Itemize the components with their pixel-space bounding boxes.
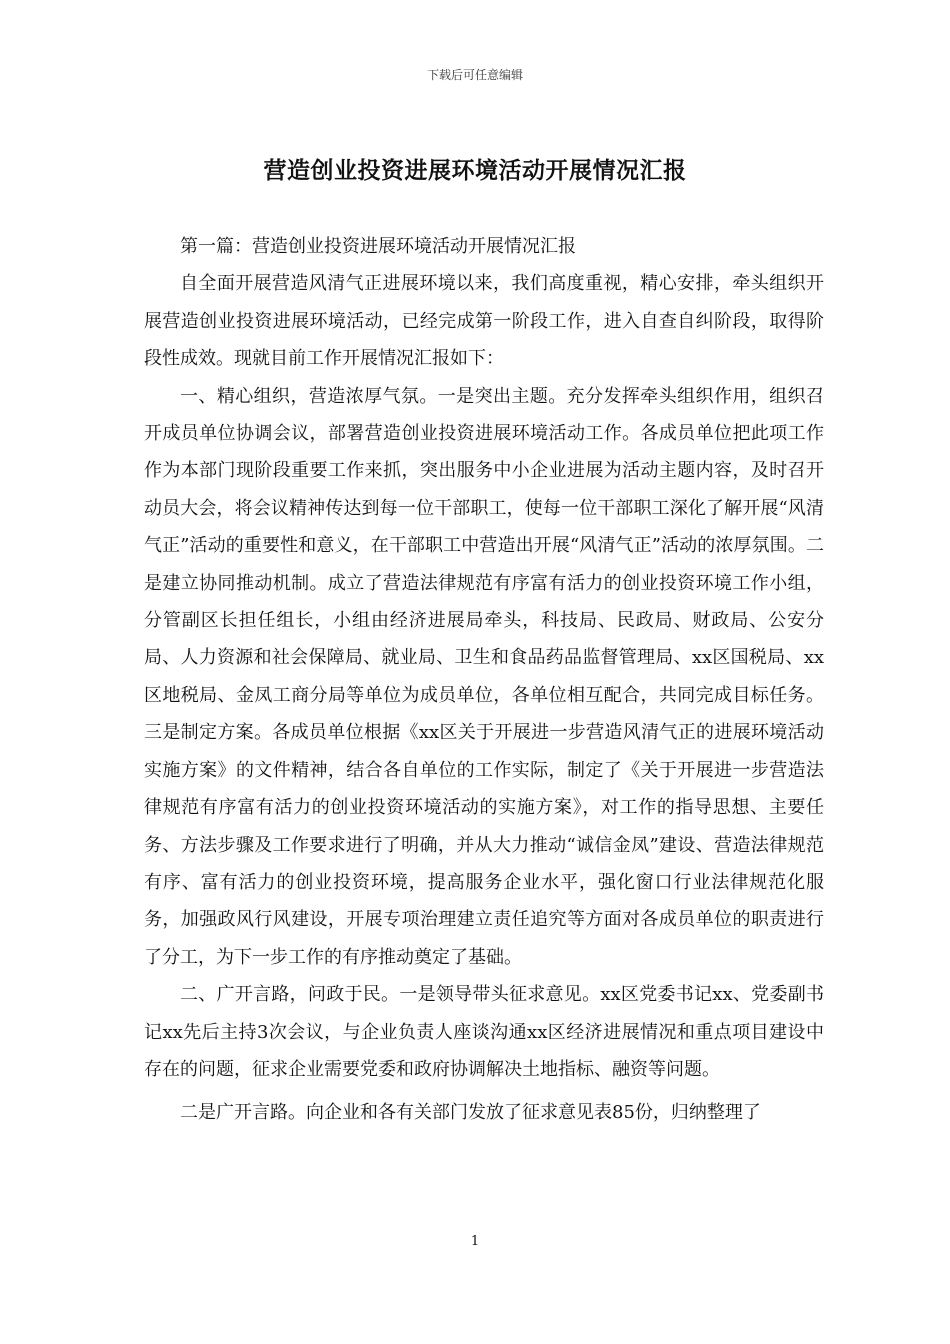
page-header-note: 下载后可任意编辑: [426, 68, 523, 82]
paragraph-part-one: 一、精心组织，营造浓厚气氛。一是突出主题。充分发挥牵头组织作用，组织召开成员单位协调会议，部署营造创业投资进展环境活动工作。各成员单位把此项工作作为本部门现阶段重要工作来抓，突出服务中小企业进展为活动主题内容，及时召开动员大会，将会议精神传达到每一位干部职工，使每一位干部职工深化了解开展“风清气正”活动的重要性和意义，在干部职工中营造出开展“风清气正”活动的浓厚氛围。二是建立协同推动机制。成立了营造法律规范有序富有活力的创业投资环境工作小组，分管副区长担任组长，小组由经济进展局牵头，科技局、民政局、财政局、公安分局、人力资源和社会保障局、就业局、卫生和食品药品监督管理局、xx区国税局、xx区地税局、金凤工商分局等单位为成员单位，各单位相互配合，共同完成目标任务。三是制定方案。各成员单位根据《xx区关于开展进一步营造风清气正的进展环境活动实施方案》的文件精神，结合各自单位的工作实际，制定了《关于开展进一步营造法律规范有序富有活力的创业投资环境活动的实施方案》，对工作的指导思想、主要任务、方法步骤及工作要求进行了明确，并从大力推动“诚信金凤”建设、营造法律规范有序、富有活力的创业投资环境，提高服务企业水平，强化窗口行业法律规范化服务，加强政风行风建设，开展专项治理建立责任追究等方面对各成员单位的职责进行了分工，为下一步工作的有序推动奠定了基础。: [144, 385, 824, 968]
paragraph-section-heading: 第一篇：营造创业投资进展环境活动开展情况汇报: [180, 236, 576, 257]
page-number: 1: [470, 1234, 480, 1249]
document-title: 营造创业投资进展环境活动开展情况汇报: [263, 157, 687, 184]
paragraph-part-two: 二、广开言路，问政于民。一是领导带头征求意见。xx区党委书记xx、党委副书记xx先后主持3次会议，与企业负责人座谈沟通xx区经济进展情况和重点项目建设中存在的问题，征求企业需要党委和政府协调解决土地指标、融资等问题。: [144, 984, 824, 1080]
paragraph-intro: 自全面开展营造风清气正进展环境以来，我们高度重视，精心安排，牵头组织开展营造创业投资进展环境活动，已经完成第一阶段工作，进入自查自纠阶段，取得阶段性成效。现就目前工作开展情况汇报如下：: [144, 273, 824, 370]
paragraph-part-two-continued: 二是广开言路。向企业和各有关部门发放了征求意见表85份，归纳整理了: [180, 1102, 761, 1124]
document-body: [144, 228, 824, 1132]
